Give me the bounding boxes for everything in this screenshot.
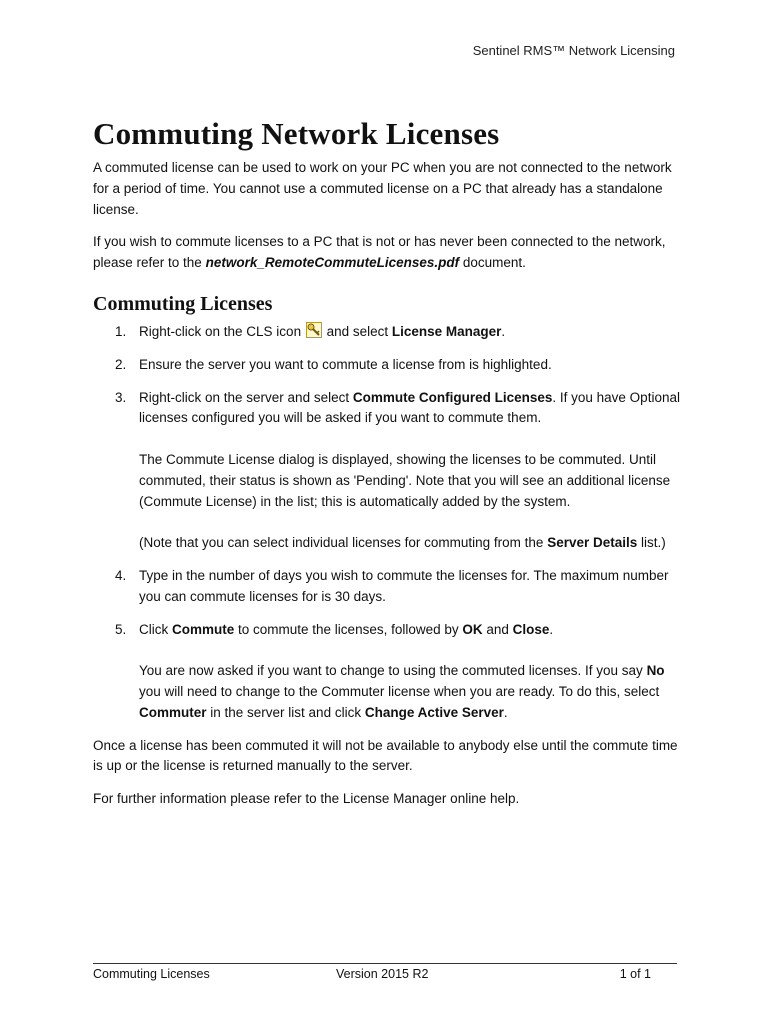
step-number: 1.: [115, 323, 127, 339]
step-text: to commute the licenses, followed by: [234, 621, 463, 637]
step-text: You are now asked if you want to change to using the commuted licenses. If you say: [139, 663, 647, 679]
referenced-document-name: network_RemoteCommuteLicenses.pdf: [205, 255, 460, 271]
step-text: .: [503, 704, 508, 720]
closing-paragraph-1: Once a license has been commuted it will not be available to anybody else until the commute time is up or the license is returned manually to the server.: [93, 737, 678, 774]
button-name: OK: [462, 621, 483, 637]
step-item: [93, 566, 688, 608]
step-text: (Note that you can select individual licenses for commuting from the: [139, 535, 548, 551]
step-text: Right-click on the CLS icon: [139, 323, 305, 339]
step-text: Right-click on the server and select: [139, 389, 353, 405]
menu-item-name: License Manager: [391, 323, 502, 339]
step-text: Type in the number of days you wish to commute the licenses for. The maximum number you can commute licenses for is 30 days.: [139, 567, 669, 604]
step-text: you will need to change to the Commuter license when you are ready. To do this, select: [139, 683, 660, 699]
step-text: . If you have Optional licenses configured you will be asked if you want to commute them.: [139, 389, 680, 426]
footer-title: Commuting Licenses: [93, 967, 210, 981]
step-number: 3.: [115, 389, 127, 405]
running-header: Sentinel RMS™ Network Licensing: [472, 43, 675, 58]
intro-p2-text-after: document.: [459, 255, 526, 271]
step-text: .: [549, 621, 554, 637]
step-text: .: [501, 323, 506, 339]
step-text: and select: [322, 323, 392, 339]
key-icon: [306, 322, 322, 338]
steps-list: [93, 322, 688, 724]
page-title: Commuting Network Licenses: [93, 116, 500, 151]
step-text: and: [482, 621, 513, 637]
step-number: 2.: [115, 356, 127, 372]
step-number: 4.: [115, 567, 127, 583]
step-item: [93, 620, 688, 724]
section-title: Commuting Licenses: [93, 292, 273, 315]
step-item: [93, 388, 688, 554]
footer-version: Version 2015 R2: [336, 967, 429, 981]
step-text: Click: [139, 621, 172, 637]
step-text: Ensure the server you want to commute a license from is highlighted.: [139, 356, 552, 372]
step-number: 5.: [115, 621, 127, 637]
step-text: list.): [637, 535, 666, 551]
intro-p2-text-before: If you wish to commute licenses to a PC that is not or has never been connected to the network, please refer to the: [93, 234, 666, 271]
closing-paragraph-2: For further information please refer to the License Manager online help.: [93, 791, 520, 807]
intro-paragraph-1: A commuted license can be used to work on your PC when you are not connected to the network for a period of time. You cannot use a commuted license on a PC that already has a standalone license.: [93, 160, 672, 217]
button-name: Close: [512, 621, 550, 637]
menu-item-name: Commute Configured Licenses: [352, 389, 553, 405]
button-name: Change Active Server: [364, 704, 504, 720]
footer-page-number: 1 of 1: [619, 967, 651, 981]
page-footer: [93, 963, 677, 985]
ui-element-name: Server Details: [547, 535, 638, 551]
step-text: in the server list and click: [206, 704, 365, 720]
document-body: [93, 158, 688, 822]
step-item: [93, 322, 688, 343]
step-paragraph: The Commute License dialog is displayed, showing the licenses to be commuted. Until commuted, their status is shown as 'Pending'. Note that you will see an additional license (Commute License) in the list; this is automatically added by the system.: [139, 451, 671, 509]
step-item: [93, 355, 688, 376]
button-name: No: [646, 663, 665, 679]
button-name: Commute: [172, 621, 235, 637]
ui-element-name: Commuter: [139, 704, 207, 720]
intro-paragraph-2: [93, 232, 688, 274]
